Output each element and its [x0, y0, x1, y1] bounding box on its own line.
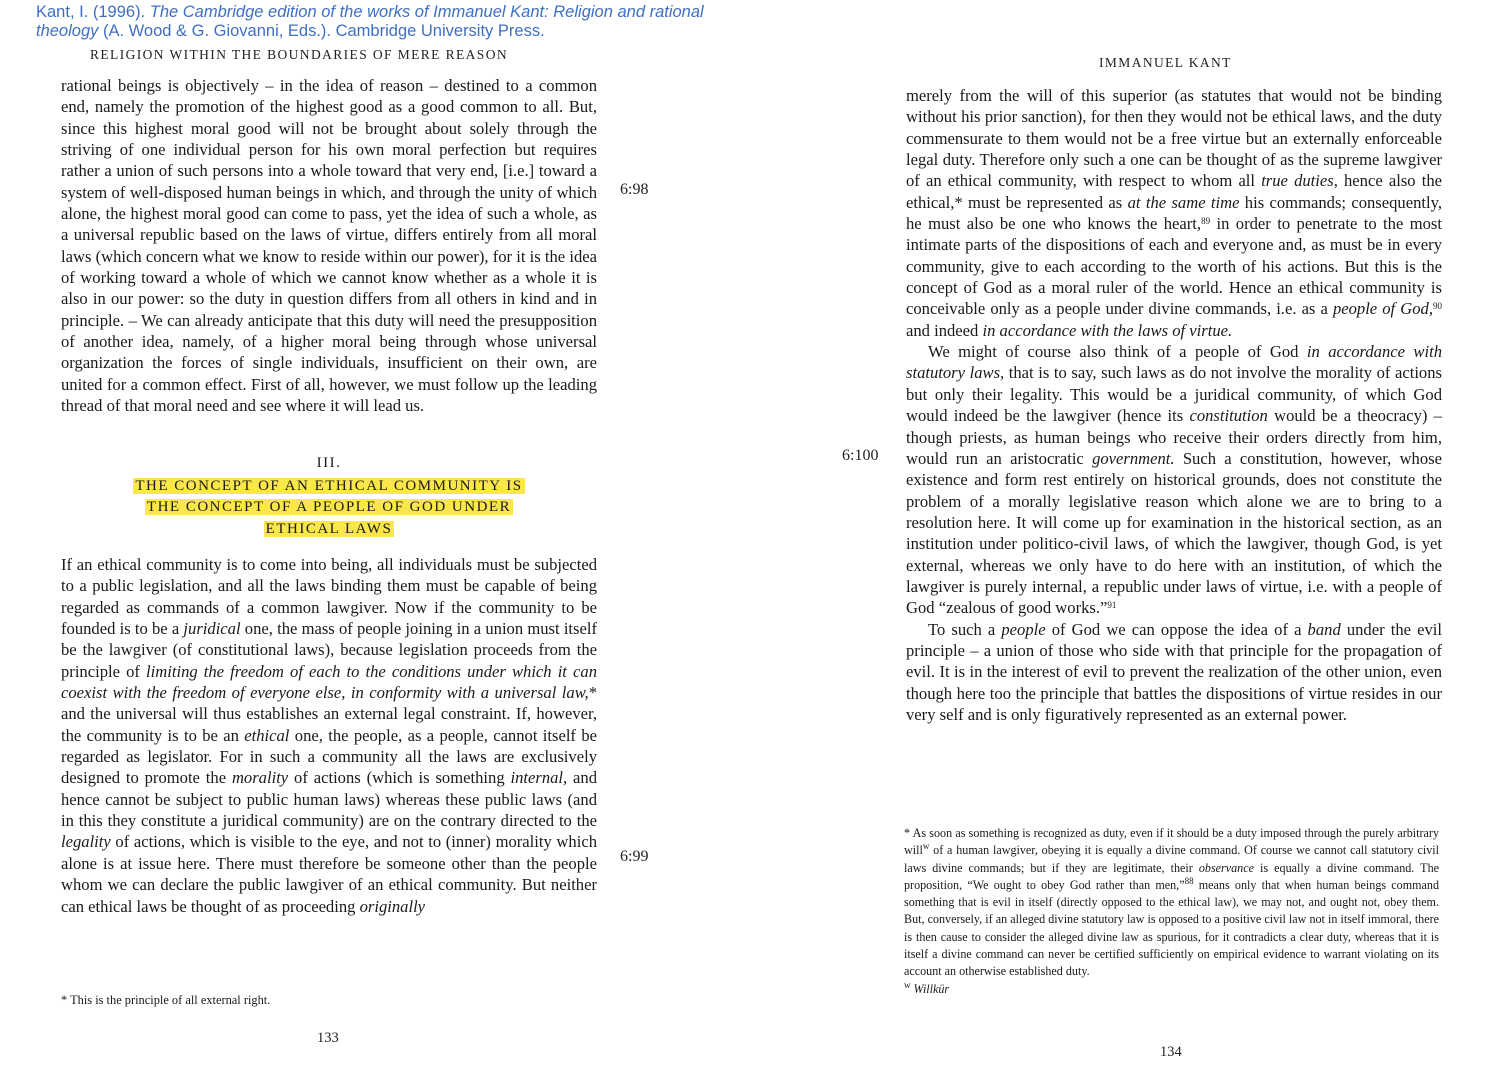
citation	[36, 3, 736, 41]
page-number-left: 133	[317, 1030, 339, 1046]
margin-ref-6-99: 6:99	[620, 848, 649, 865]
citation-title: The Cambridge edition of the works of Immanuel Kant: Religion and rational theology	[36, 3, 704, 40]
section-title	[61, 476, 597, 541]
left-running-head: RELIGION WITHIN THE BOUNDARIES OF MERE REASON	[90, 47, 508, 62]
section-title-line-2: THE CONCEPT OF A PEOPLE OF GOD UNDER	[146, 499, 512, 515]
left-paragraph-2: If an ethical community is to come into being, all individuals must be subjected to a public legislation, and all the laws binding them must be capable of being regarded as commands of a common lawgiver. Now if the community to be founded is to be a juridical one, the mass of people joining in a union must itself be the lawgiver (of constitutional laws), because legislation proceeds from the principle of limiting the freedom of each to the conditions under which it can coexist with the freedom of everyone else, in conformity with a universal law,* and the universal will thus establishes an external legal constraint. If, however, the community is to be an ethical one, the people, as a people, cannot itself be regarded as legislator. For in such a community all the laws are exclusively designed to promote the morality of actions (which is something internal, and hence cannot be subject to public human laws) whereas these public laws (and in this they constitute a juridical community) are on the contrary directed to the legality of actions, which is visible to the eye, and not to (inner) morality which alone is at issue here. There must therefore be someone other than the people whom we can declare the public lawgiver of an ethical community. But neither can ethical laws be thought of as proceeding originally	[61, 555, 598, 916]
right-paragraph-1: merely from the will of this superior (as statutes that would not be binding without his prior sanction), for then they would not be ethical laws, and the duty commensurate to them would not be a free virtue but an externally enforceable legal duty. Therefore only such a one can be thought of as the supreme lawgiver of an ethical community, with respect to whom all true duties, hence also the ethical,* must be represented as at the same time his commands; consequently, he must also be one who knows the heart,$^{89}$ in order to penetrate to the most intimate parts of the dispositions of each and everyone and, as must be in every community, give to each according to the worth of his actions. But this is the concept of God as a moral ruler of the world. Hence an ethical community is conceivable only as a people under divine commands, i.e. as a people of God,$^{90}$ and indeed in accordance with the laws of virtue.	[906, 86, 1443, 340]
right-footnote	[904, 825, 1439, 998]
left-footnote: * This is the principle of all external right.	[61, 993, 271, 1007]
margin-ref-6-98: 6:98	[620, 181, 649, 198]
right-footnote-text: * As soon as something is recognized as duty, even if it should be a duty imposed through the purely arbitrary will$^w$ of a human lawgiver, obeying it is equally a divine command. Of course we cannot call statutory civil laws divine commands; but if they are legitimate, their observance is equally a divine command. The proposition, “We ought to obey God rather than men,”$^{88}$ means only that when human beings command something that is evil in itself (directly opposed to the ethical law), we may not, and ought not, obey them. But, conversely, if an alleged divine statutory law is opposed to a positive civil law not in itself immoral, there is then cause to consider the alleged divine law as spurious, for it contradicts a clear duty, whereas that it is itself a divine command can never be certified sufficiently on empirical evidence to warrant violating on its account an otherwise established duty.	[904, 826, 1439, 979]
section-title-line-1: THE CONCEPT OF AN ETHICAL COMMUNITY IS	[135, 477, 523, 494]
margin-ref-6-100: 6:100	[842, 447, 879, 464]
section-number: III.	[316, 454, 342, 471]
left-paragraph-1: rational beings is objectively – in the idea of reason – destined to a common end, namely the promotion of the highest good as a good common to all. But, since this highest moral good will not be brought about solely through the striving of one individual person for his own moral perfection but requires rather a union of such persons into a whole toward that very end, [i.e.] toward a system of well-disposed human beings in which, and through the unity of which alone, the highest moral good can come to pass, yet the idea of such a whole, as a universal republic based on the laws of virtue, differs entirely from all moral laws (which concern what we know to reside within our power), for it is the idea of working toward a whole of which we cannot know whether as a whole it is also in our power: so the duty in question differs from all others in kind and in principle. – We can already anticipate that this duty will need the presupposition of another idea, namely, of a higher moral being through whose universal organization the forces of single individuals, insufficient on their own, are united for a common effect. First of all, however, we must follow up the leading thread of that moral need and see where it will lead us.	[61, 76, 597, 416]
right-page	[906, 85, 1442, 725]
section-title-line-3: ETHICAL LAWS	[265, 520, 393, 537]
translator-note: $^w$ Willkür	[904, 979, 950, 996]
page-number-right: 134	[1160, 1044, 1182, 1060]
right-paragraph-3: To such a people of God we can oppose the idea of a band under the evil principle – a union of those who side with that principle for the propagation of evil. It is in the interest of evil to prevent the realization of the other union, even though here too the principle that battles the dispositions of virtue resides in our very self and is only figuratively represented as an external power.	[906, 619, 1442, 724]
left-page	[61, 75, 597, 917]
right-paragraph-2: We might of course also think of a people of God in accordance with statutory laws, that is to say, such laws as do not involve the morality of actions but only their legality. This would be a juridical community, of which God would indeed be the lawgiver (hence its constitution would be a theocracy) – though priests, as human beings who receive their orders directly from him, would run an aristocratic government. Such a constitution, however, whose existence and form rest entirely on historical grounds, does not constitute the problem of a morally legislative reason which alone we are to bring to a resolution here. It will come up for examination in the historical section, as an institution under politico-civil laws, of which the lawgiver, though God, is yet external, whereas we only have to do here with an institution, of which the lawgiver is purely internal, a republic under laws of virtue, i.e. with a people of God “zealous of good works.”$^{91}$	[906, 342, 1443, 618]
citation-publisher: (A. Wood & G. Giovanni, Eds.). Cambridge University Press.	[98, 22, 545, 40]
right-running-head: IMMANUEL KANT	[1099, 55, 1232, 70]
citation-authors: Kant, I. (1996).	[36, 3, 150, 21]
